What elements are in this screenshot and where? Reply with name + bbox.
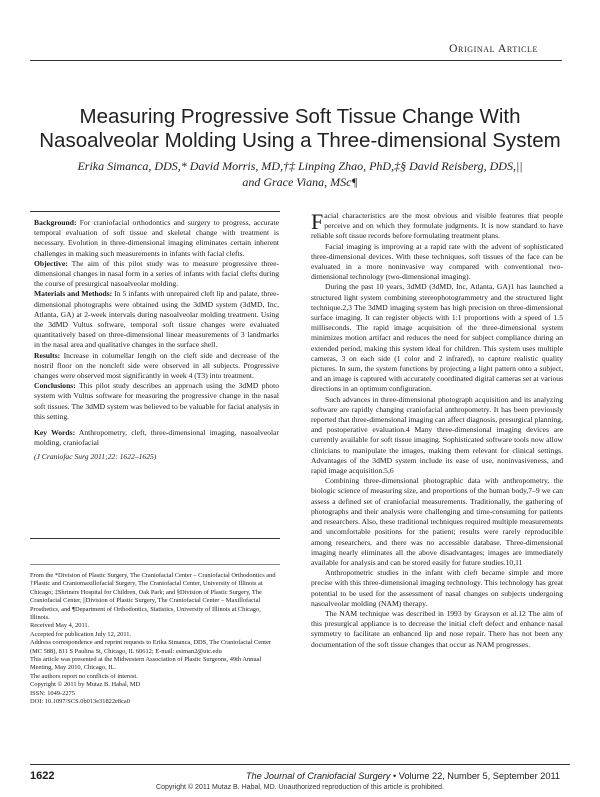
abstract-conclusions: Conclusions: This pilot study describes an approach using the 3dMD photo system with Vultus software for measuring the progressive change in the nasal soft tissues. The 3dMD system was believed to be valuable for facial analysis in this setting. bbox=[34, 381, 279, 421]
abstract-top-rule bbox=[30, 211, 280, 212]
body-paragraph-2: Facial imaging is improving at a rapid rate with the advent of sophisticated three-dimensional devices. With these techniques, soft tissues of the face can be evaluated in a more noninvasive way compared with conventional two-dimensional technology (two-dimensional imaging). bbox=[311, 241, 563, 282]
article-title: Measuring Progressive Soft Tissue Change With Nasoalveolar Molding Using a Three-dimensional System bbox=[39, 105, 561, 152]
footnote-accepted: Accepted for publication July 12, 2011. bbox=[30, 630, 132, 638]
footnote-copyright: Copyright © 2011 by Mutaz B. Habal, MD bbox=[30, 681, 141, 689]
footnote-doi: DOI: 10.1097/SCS.0b013e31822e8ca0 bbox=[30, 698, 130, 706]
section-label: Original Article bbox=[449, 43, 538, 55]
body-paragraph-7: The NAM technique was described in 1993 by Grayson et al.12 The aim of this presurgical appliance is to decrease the initial cleft defect and enhance nasal symmetry to facilitate an enhanced lip and nose repair. There has not been any documentation of the soft tissue changes that occur as NAM progresses. bbox=[311, 608, 563, 649]
abstract-background: Background: For craniofacial orthodontics and surgery to progress, accurate temporal evaluation of soft tissue and skeletal change with treatment is necessary. Evolution in three-dimensional imaging eliminates certain inherent challenges in making such measurements in infants with facial clefts. bbox=[34, 218, 279, 258]
abstract-methods: Materials and Methods: In 5 infants with unrepaired cleft lip and palate, three-dimensional photographs were obtained using the 3dMD system (3dMD, Inc, Atlanta, GA) at 2-week intervals during nasoalveolar molding treatment. Using the 3dMD Vultus software, temporal soft tissue changes were evaluated quantitatively based on three-dimensional linear measurements of 3 landmarks in the nasal area and qualitative changes in the surface shell. bbox=[34, 289, 279, 350]
journal-citation: The Journal of Craniofacial Surgery • Volume 22, Number 5, September 2011 bbox=[245, 771, 560, 781]
copyright-notice: Copyright © 2011 Mutaz B. Habal, MD. Unauthorized reproduction of this article is prohibited. bbox=[156, 784, 444, 791]
body-paragraph-5: Combining three-dimensional photographic data with anthropometry, the biologic science of measuring size, and proportions of the human body,7–9 we can assess a defined set of craniofacial measurements. Traditionally, the gathering of photographs and their analysis were challenging and time-consuming for patients and researchers. Also, these traditional techniques required multiple measurements and uncomfortable positions for the patient; results were rarely reproducible among researchers, and there was no accessible database. Three-dimensional imaging nearly eliminates all the above disadvantages; images are immediately available for analysis and can be stored easily for future studies.10,11 bbox=[311, 476, 563, 567]
footnote-received: Received May 4, 2011. bbox=[30, 622, 90, 630]
body-paragraph-6: Anthropometric studies in the infant with cleft became simple and more precise with this three-dimensional imaging technology. This technology has great potential to be used for the assessment of nasal changes on subjects undergoing nasoalveolar molding (NAM) therapy. bbox=[311, 568, 563, 608]
footer-rule bbox=[30, 764, 570, 765]
footnote-affiliations: From the *Division of Plastic Surgery, The Craniofacial Center – Craniofacial Orthodontics and †Plastic and Craniomaxillofacial Surgery, The Craniofacial Center, University of Illinois at Chicago; ‡Shriners Hospital for Children, Oak Park; and §Division of Plastic Surgery, The Craniofacial Center, ||Division of Plastic Surgery, The Craniofacial Center – Maxillofacial Prosthetics, and ¶Department of Orthodontics, Statistics, University of Illinois at Chicago, Illinois. bbox=[30, 572, 276, 622]
footnote-conflicts: The authors report no conflicts of interest. bbox=[30, 672, 138, 680]
abstract-bottom-rule bbox=[30, 538, 280, 539]
author-line-2: and Grace Viana, MSc¶ bbox=[242, 175, 358, 189]
abstract-results: Results: Increase in columellar length on the cleft side and decrease of the nostril floor on the noncleft side were observed in all subjects. Progressive changes were observed most significantly in week 4 (T3) into treatment. bbox=[34, 350, 279, 381]
footnote-correspondence: Address correspondence and reprint requests to Erika Simanca, DDS, The Craniofacial Center (MC 588), 811 S Paulina St, Chicago, IL 60612; E-mail: esiman2@uic.edu bbox=[30, 639, 272, 655]
author-list bbox=[50, 158, 550, 190]
abstract-citation: (J Craniofac Surg 2011;22: 1622–1625) bbox=[34, 452, 157, 462]
body-text bbox=[311, 211, 563, 650]
abstract-keywords: Key Words: Anthropometry, cleft, three-dimensional imaging, nasoalveolar molding, craniofacial bbox=[34, 428, 279, 448]
abstract-objective: Objective: The aim of this pilot study was to measure progressive three-dimensional changes in nasal form in a series of infants with facial clefts during the course of presurgical nasoalveolar molding. bbox=[34, 258, 279, 289]
footnote-presented: This article was presented at the Midwestern Association of Plastic Surgeons, 49th Annual Meeting, May 2010, Chicago, IL. bbox=[30, 656, 262, 672]
drop-cap: F bbox=[311, 209, 324, 234]
footnote-issn: ISSN: 1049-2275 bbox=[30, 689, 75, 697]
abstract bbox=[34, 218, 279, 463]
body-paragraph-1: Facial characteristics are the most obvious and visible features that people perceive and on which they formulate judgments. It is now standard to have reliable soft tissue records before formulating treatment plans. bbox=[311, 209, 563, 241]
body-paragraph-4: Such advances in three-dimensional photograph acquisition and its analyzing software are rapidly changing craniofacial anthropometry. It has been previously reported that three-dimensional imaging can affect diagnosis, presurgical planning, and postoperative evaluation.4 Many three-dimensional imaging devices are currently available for soft tissue imaging. Sophisticated software tools now allow clinicians to manipulate the images, making them relevant for clinical settings. Advantages of the 3dMD system include its ease of use, noninvasiveness, and rapid image acquisition.5,6 bbox=[311, 394, 563, 476]
header-rule bbox=[30, 60, 562, 61]
footnote-rule bbox=[30, 564, 280, 565]
author-line-1: Erika Simanca, DDS,* David Morris, MD,†‡ Linping Zhao, PhD,‡§ David Reisberg, DDS,|| bbox=[77, 159, 523, 173]
page-number: 1622 bbox=[30, 770, 55, 782]
body-paragraph-3: During the past 10 years, 3dMD (3dMD, Inc, Atlanta, GA)1 has launched a structured light system combining stereophotogrammetry and the structured light technique.2,3 The 3dMD imaging system has high precision on three-dimensional surface imaging. It can register objects with 1:1 proportions with a speed of 1.5 milliseconds. The rapid image acquisition of the three-dimensional system minimizes motion artifact and reduces the need for subject compliance during an extended period, making this system ideal for children. This system uses multiple cameras, 3 on each side (1 color and 2 infrared), to capture realistic quality pictures. In sum, the system functions by projecting a light pattern onto a subject, and an image is captured with accurately coordinated digital cameras set at various directions in an optimum configuration. bbox=[311, 282, 563, 394]
footnotes bbox=[30, 572, 282, 707]
